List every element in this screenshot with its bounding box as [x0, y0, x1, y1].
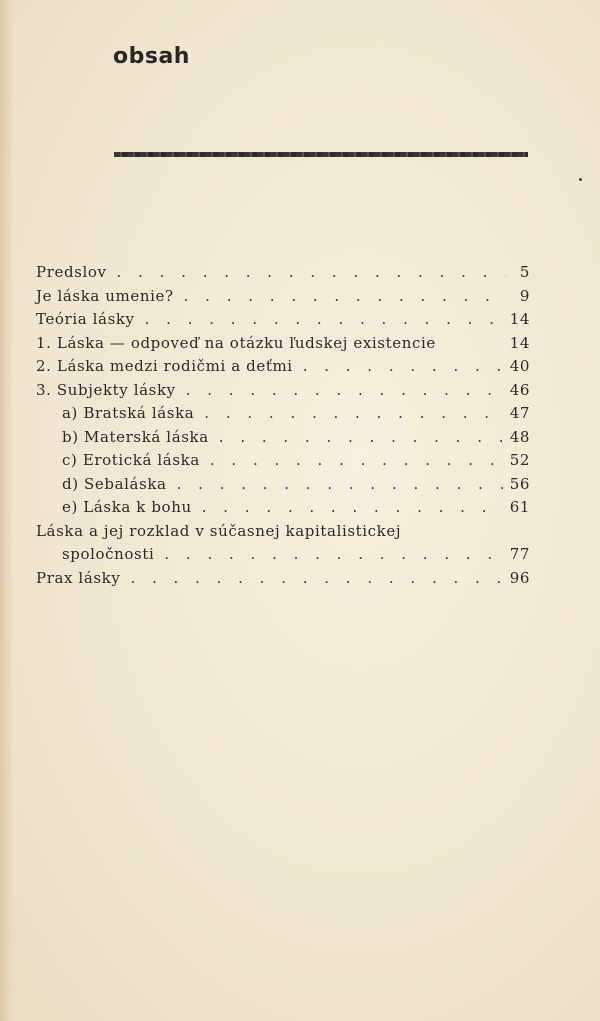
toc-entry-title: 2. Láska medzi rodičmi a deťmi [36, 357, 293, 375]
toc-entry-page: 14 [509, 310, 530, 328]
toc-entry [36, 357, 530, 381]
toc-entry-title: Láska a jej rozklad v súčasnej kapitalistickej [36, 521, 402, 540]
page-binding-shadow [0, 0, 14, 1021]
toc-entry [36, 404, 530, 428]
dot-leader [204, 404, 503, 422]
toc-entry-page: 47 [509, 404, 530, 422]
toc-entry-title: d) Sebaláska [62, 474, 167, 493]
toc-entry-page: 61 [509, 498, 530, 516]
toc-entry [36, 522, 530, 546]
paper-speck [579, 178, 582, 181]
toc-entry-page: 40 [509, 357, 530, 375]
dot-leader [210, 451, 504, 469]
toc-entry-title: Teória lásky [36, 310, 135, 328]
dot-leader [186, 381, 504, 399]
dot-leader [145, 310, 504, 328]
toc-entry-title: b) Materská láska [62, 427, 209, 446]
toc-entry [36, 475, 530, 499]
dot-leader [164, 545, 503, 563]
dot-leader [303, 357, 504, 375]
toc-entry-page: 9 [519, 286, 530, 305]
toc-entry-page: 14 [509, 333, 530, 352]
toc-entry-title: Prax lásky [36, 568, 121, 587]
toc-entry-title: c) Erotická láska [62, 451, 200, 469]
toc-entry-page: 48 [509, 427, 530, 446]
dot-leader [177, 475, 504, 493]
toc-entry [36, 310, 530, 334]
heading-rule [114, 152, 528, 157]
toc-entry-page: 96 [509, 568, 530, 587]
toc-entry-page: 46 [509, 380, 530, 399]
dot-leader [117, 263, 506, 281]
toc-entry [36, 569, 530, 593]
toc-entry [36, 381, 530, 405]
toc-entry [36, 287, 530, 311]
toc-entry-title: 1. Láska — odpoveď na otázku ľudskej existencie [36, 333, 436, 352]
toc-entry-page: 52 [509, 451, 530, 469]
toc-entry-continuation [36, 545, 530, 569]
toc-entry [36, 263, 530, 287]
toc-entry-page: 56 [509, 474, 530, 493]
toc-entry-title: e) Láska k bohu [62, 498, 192, 516]
table-of-contents [36, 263, 530, 592]
toc-entry-title: Predslov [36, 263, 107, 281]
toc-entry [36, 334, 530, 358]
dot-leader [130, 569, 503, 587]
toc-entry-title: a) Bratská láska [62, 404, 195, 422]
toc-entry [36, 498, 530, 522]
dot-leader [202, 498, 504, 516]
dot-leader [219, 428, 504, 446]
toc-entry [36, 428, 530, 452]
toc-entry-title: Je láska umenie? [36, 286, 174, 305]
toc-entry [36, 451, 530, 475]
toc-entry-page: 5 [519, 263, 530, 281]
dot-leader [184, 287, 506, 305]
toc-entry-page: 77 [509, 545, 530, 563]
page-heading: obsah [113, 44, 190, 69]
toc-entry-title: spoločnosti [62, 545, 155, 563]
toc-entry-title: 3. Subjekty lásky [36, 380, 176, 399]
